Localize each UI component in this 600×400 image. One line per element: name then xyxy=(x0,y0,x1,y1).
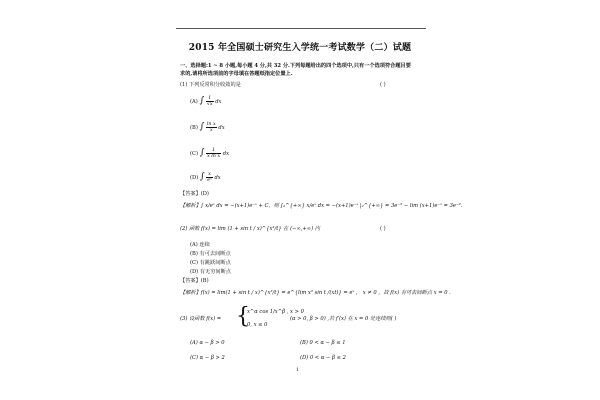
integral-sign: ∫ xyxy=(199,96,205,106)
q1-answer-paren: ( ) xyxy=(380,82,386,88)
page-number: 1 xyxy=(296,368,299,373)
q1-answer: 【答案】(D) xyxy=(180,191,209,197)
q1-a-dx: dx xyxy=(215,99,222,105)
q3-option-c: (C) α − β > 2 xyxy=(190,355,225,361)
q1-a-fraction xyxy=(206,96,214,107)
q2-answer: 【答案】(B) xyxy=(180,278,209,284)
q1-option-d xyxy=(190,172,221,183)
q1-c-dx: dx xyxy=(222,151,230,157)
q1-d-label: (D) xyxy=(190,175,199,181)
section-instructions-line1: 一、选择题:1 ~ 8 小题,每小题 4 分,共 32 分.下列每题给出的四个选项中,只有一个选项符合题目要 xyxy=(180,63,411,69)
integral-sign: ∫ xyxy=(199,122,205,132)
q3-option-b: (B) 0 < α − β ≤ 1 xyxy=(300,340,346,346)
q1-analysis: 【解析】∫ x/eˣ dx = −(x+1)e⁻ˣ + C，则 ∫₂^{+∞} x/eˣ dx = −(x+1)e⁻ˣ |₂^{+∞} = 3e⁻² − lim (x+1)e⁻ˣ = 3e⁻². xyxy=(180,203,463,209)
integral-sign: ∫ xyxy=(199,172,205,182)
q1-option-b xyxy=(190,122,225,133)
q2-stem: (2) 函数 f(x) = lim (1 + sin t / x)^{x²/t} 在 (−∞,+∞) 内 xyxy=(180,226,320,232)
q3-option-a: (A) α − β > 0 xyxy=(190,340,225,346)
q1-c-fraction xyxy=(206,148,221,159)
q1-b-num: ln x xyxy=(206,122,216,127)
q2-option-c: (C) 有跳跃间断点 xyxy=(190,260,231,266)
q1-c-num: 1 xyxy=(206,148,221,154)
q3-case-1: x^α cos 1/x^β , x > 0 xyxy=(247,309,304,315)
q1-a-den: √x xyxy=(206,102,213,107)
q3-condition: (α > 0, β > 0) ,若 f′(x) 在 x = 0 处连续则( ) xyxy=(290,316,397,322)
q1-d-dx: dx xyxy=(214,175,221,181)
integral-sign: ∫ xyxy=(199,148,205,158)
q3-option-d: (D) 0 < α − β ≤ 2 xyxy=(300,355,346,361)
q2-answer-paren: ( ) xyxy=(380,226,386,232)
q1-d-fraction xyxy=(206,172,213,183)
q2-option-b: (B) 有可去间断点 xyxy=(190,251,231,257)
section-instructions-line2: 求的,请将所选项前的字母填在答题纸指定位置上. xyxy=(180,71,293,77)
piecewise-brace-icon: { xyxy=(236,304,250,329)
q1-option-c xyxy=(190,148,229,159)
q1-option-a xyxy=(190,96,221,107)
q2-option-d: (D) 有无穷间断点 xyxy=(190,269,231,275)
q2-analysis: 【解析】f(x) = lim(1 + sin t / x)^{x²/t} = e^{lim x² sin t /(xt)} = eˣ ， x ≠ 0 ，故 f(x) 有可去间断点 x = 0 . xyxy=(180,290,451,296)
q1-stem: (1) 下列反常积分收敛的是 xyxy=(180,82,241,88)
q1-c-den: x ln x xyxy=(207,154,221,159)
q1-b-den: x xyxy=(209,128,213,133)
q1-d-den: eˣ xyxy=(207,178,212,183)
exam-title: 2015 年全国硕士研究生入学统一考试数学（二）试题 xyxy=(188,43,412,53)
q1-b-fraction xyxy=(206,122,217,133)
q1-b-label: (B) xyxy=(190,125,198,131)
header-rule xyxy=(176,28,426,29)
q2-option-a: (A) 连续 xyxy=(190,242,210,248)
q1-d-num: x xyxy=(208,172,211,177)
q1-c-label: (C) xyxy=(190,151,199,157)
q1-b-dx: dx xyxy=(218,125,225,131)
q3-stem: (3) 设函数 f(x) = xyxy=(180,316,222,322)
q1-a-num: 1 xyxy=(206,96,214,102)
q3-case-2: 0, x ≤ 0 xyxy=(247,322,268,328)
q1-a-label: (A) xyxy=(190,99,198,105)
